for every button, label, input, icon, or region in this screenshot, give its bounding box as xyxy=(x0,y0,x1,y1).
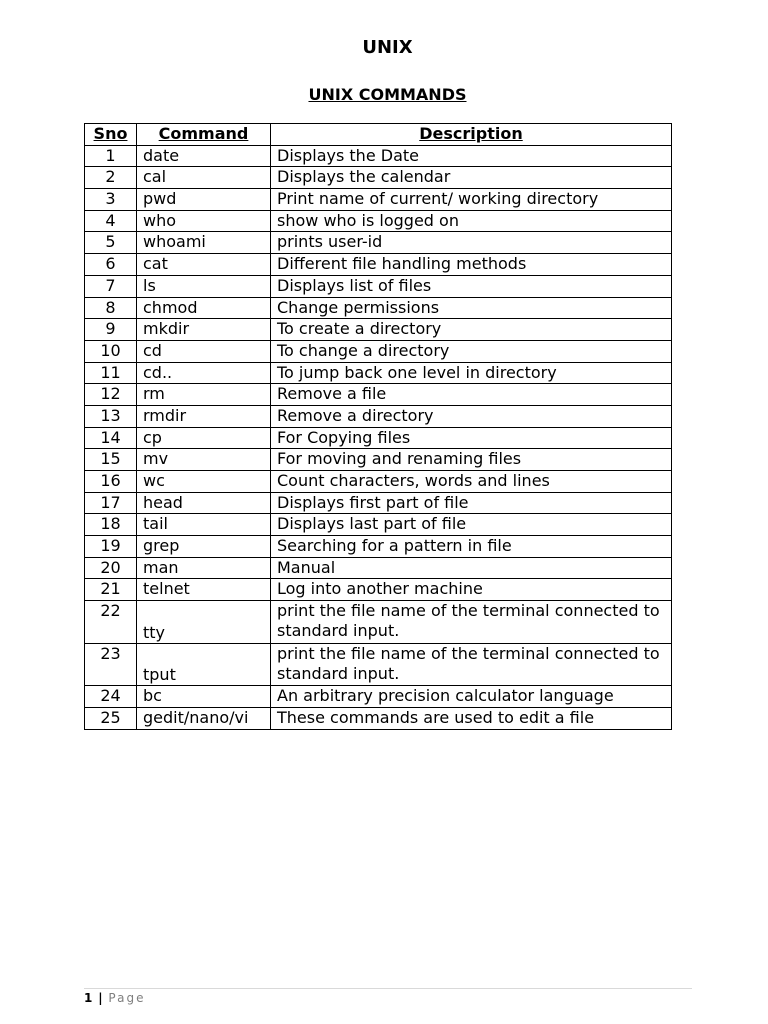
row-description: Remove a file xyxy=(271,384,672,406)
row-sno: 13 xyxy=(85,405,137,427)
document-title: UNIX xyxy=(362,37,413,58)
row-sno: 17 xyxy=(85,492,137,514)
row-description: prints user-id xyxy=(271,232,672,254)
row-command: cd xyxy=(137,340,271,362)
row-command: cp xyxy=(137,427,271,449)
row-description: Change permissions xyxy=(271,297,672,319)
row-description: print the file name of the terminal connected to standard input. xyxy=(271,601,672,644)
header-command: Command xyxy=(137,124,271,146)
row-command: mkdir xyxy=(137,319,271,341)
document-subtitle: UNIX COMMANDS xyxy=(308,85,467,104)
page-label: Page xyxy=(108,991,146,1005)
row-description: Print name of current/ working directory xyxy=(271,189,672,211)
row-description: show who is logged on xyxy=(271,210,672,232)
row-description: Count characters, words and lines xyxy=(271,471,672,493)
row-description: Different file handling methods xyxy=(271,254,672,276)
table-row xyxy=(85,362,672,384)
row-description: Log into another machine xyxy=(271,579,672,601)
table-row xyxy=(85,405,672,427)
row-command: rmdir xyxy=(137,405,271,427)
row-command: gedit/nano/vi xyxy=(137,707,271,729)
footer-divider xyxy=(84,988,692,989)
row-description: Displays the calendar xyxy=(271,167,672,189)
page-footer xyxy=(84,990,145,1006)
table-row xyxy=(85,449,672,471)
table-row xyxy=(85,686,672,708)
row-description: Displays the Date xyxy=(271,145,672,167)
row-sno: 2 xyxy=(85,167,137,189)
table-header-row xyxy=(85,124,672,146)
row-description: Displays last part of file xyxy=(271,514,672,536)
row-command: bc xyxy=(137,686,271,708)
row-description: To create a directory xyxy=(271,319,672,341)
row-sno: 21 xyxy=(85,579,137,601)
table-row xyxy=(85,210,672,232)
row-sno: 7 xyxy=(85,275,137,297)
row-sno: 10 xyxy=(85,340,137,362)
row-command: tput xyxy=(137,643,271,686)
row-sno: 22 xyxy=(85,601,137,644)
row-command: whoami xyxy=(137,232,271,254)
row-command: head xyxy=(137,492,271,514)
table-row xyxy=(85,319,672,341)
row-sno: 18 xyxy=(85,514,137,536)
table-row xyxy=(85,232,672,254)
row-description: For moving and renaming files xyxy=(271,449,672,471)
row-sno: 11 xyxy=(85,362,137,384)
row-command: cal xyxy=(137,167,271,189)
row-sno: 3 xyxy=(85,189,137,211)
row-sno: 9 xyxy=(85,319,137,341)
header-description: Description xyxy=(271,124,672,146)
header-sno: Sno xyxy=(85,124,137,146)
row-description: To change a directory xyxy=(271,340,672,362)
footer-separator: | xyxy=(98,991,103,1005)
row-sno: 23 xyxy=(85,643,137,686)
table-body xyxy=(85,145,672,729)
row-sno: 20 xyxy=(85,557,137,579)
row-command: cd.. xyxy=(137,362,271,384)
row-command: mv xyxy=(137,449,271,471)
table-row xyxy=(85,427,672,449)
table-row xyxy=(85,340,672,362)
row-description: Manual xyxy=(271,557,672,579)
table-row xyxy=(85,643,672,686)
table-row xyxy=(85,601,672,644)
table-row xyxy=(85,297,672,319)
row-sno: 6 xyxy=(85,254,137,276)
row-command: who xyxy=(137,210,271,232)
row-sno: 15 xyxy=(85,449,137,471)
table-row xyxy=(85,492,672,514)
row-command: tty xyxy=(137,601,271,644)
table-row xyxy=(85,145,672,167)
row-command: chmod xyxy=(137,297,271,319)
row-sno: 24 xyxy=(85,686,137,708)
row-sno: 1 xyxy=(85,145,137,167)
commands-table xyxy=(84,123,672,730)
row-command: ls xyxy=(137,275,271,297)
table-row xyxy=(85,167,672,189)
row-command: tail xyxy=(137,514,271,536)
row-command: man xyxy=(137,557,271,579)
row-command: date xyxy=(137,145,271,167)
row-sno: 5 xyxy=(85,232,137,254)
row-sno: 4 xyxy=(85,210,137,232)
table-row xyxy=(85,471,672,493)
table-row xyxy=(85,254,672,276)
row-description: To jump back one level in directory xyxy=(271,362,672,384)
row-description: print the file name of the terminal connected to standard input. xyxy=(271,643,672,686)
table-row xyxy=(85,189,672,211)
row-sno: 14 xyxy=(85,427,137,449)
row-description: These commands are used to edit a file xyxy=(271,707,672,729)
row-sno: 12 xyxy=(85,384,137,406)
row-sno: 16 xyxy=(85,471,137,493)
table-row xyxy=(85,384,672,406)
row-description: An arbitrary precision calculator language xyxy=(271,686,672,708)
row-command: wc xyxy=(137,471,271,493)
page-number: 1 xyxy=(84,991,93,1005)
table-row xyxy=(85,514,672,536)
row-command: grep xyxy=(137,536,271,558)
row-description: Remove a directory xyxy=(271,405,672,427)
table-row xyxy=(85,275,672,297)
row-description: For Copying files xyxy=(271,427,672,449)
row-command: telnet xyxy=(137,579,271,601)
row-command: cat xyxy=(137,254,271,276)
row-command: rm xyxy=(137,384,271,406)
row-description: Displays first part of file xyxy=(271,492,672,514)
table-row xyxy=(85,707,672,729)
row-sno: 8 xyxy=(85,297,137,319)
row-sno: 19 xyxy=(85,536,137,558)
table-row xyxy=(85,579,672,601)
row-description: Displays list of files xyxy=(271,275,672,297)
row-sno: 25 xyxy=(85,707,137,729)
table-row xyxy=(85,557,672,579)
row-description: Searching for a pattern in file xyxy=(271,536,672,558)
row-command: pwd xyxy=(137,189,271,211)
table-row xyxy=(85,536,672,558)
